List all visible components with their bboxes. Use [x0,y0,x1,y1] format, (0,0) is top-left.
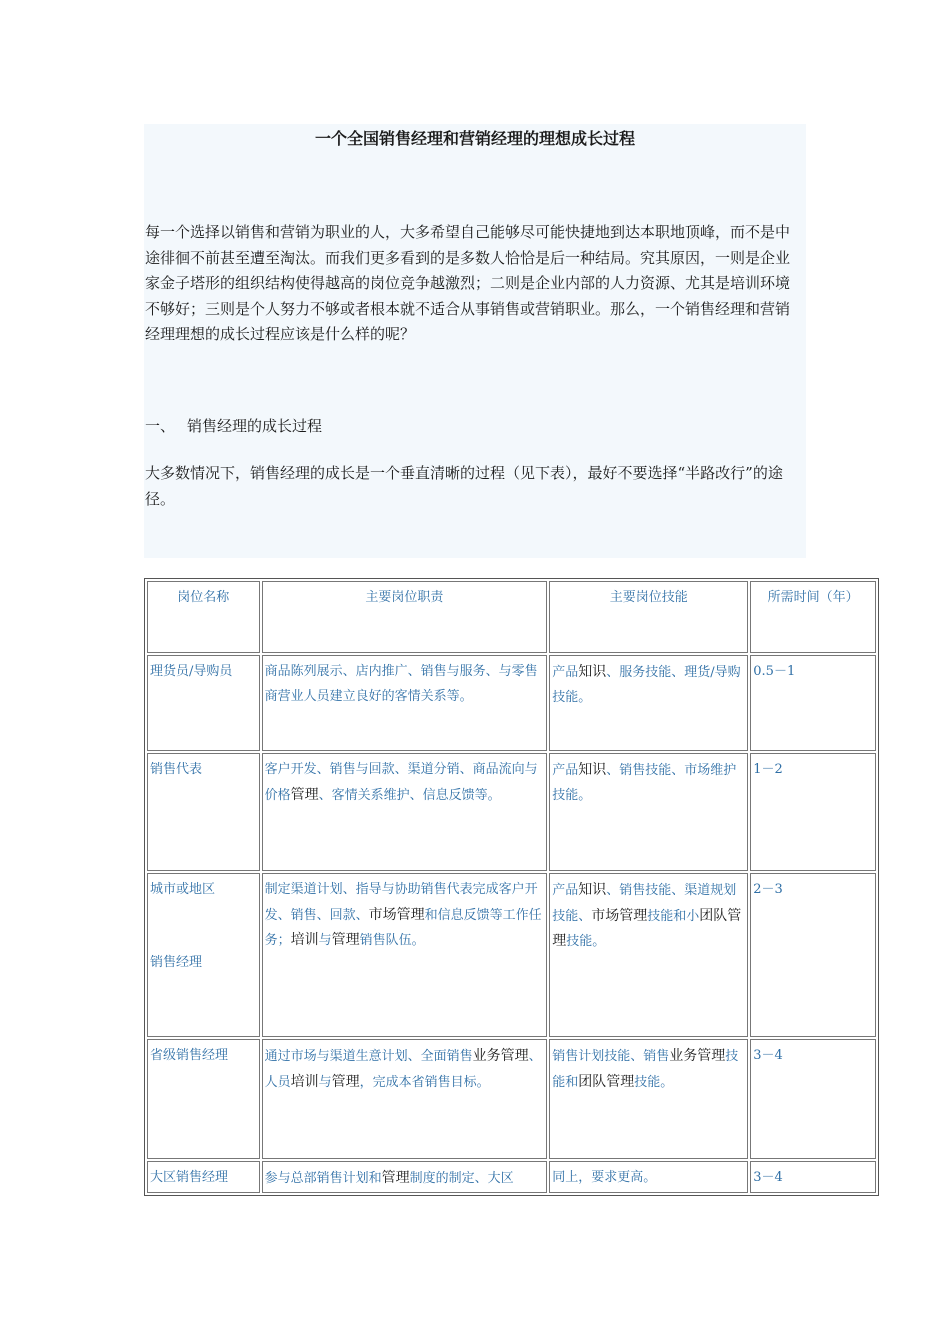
header-position: 岗位名称 [147,581,260,653]
table-header-row [147,581,876,653]
duty-text: 培训 [290,1073,319,1090]
cell-time: 3－4 [750,1161,876,1193]
position-name: 城市或地区 [150,882,216,897]
duty-text: 与 [318,1074,332,1090]
header-time: 所需时间（年） [750,581,876,653]
skill-text: 技能。 [634,1074,674,1090]
duty-text: 客户开发、销售与回款、渠道分销、商品流向与价格 [264,762,538,803]
skill-text: 技能和小 [647,908,700,924]
header-skills: 主要岗位技能 [549,581,748,653]
skill-text: 、服务技能、理货/导购技能。 [552,665,741,705]
duty-text: 通过市场与渠道生意计划、全面销售 [264,1049,473,1064]
section-title: 销售经理的成长过程 [187,417,323,435]
skill-text: 知识 [578,664,607,680]
cell-time: 2－3 [750,873,876,1037]
table-row [147,873,876,1037]
table-row [147,655,876,751]
skill-text: 、销售技能、市场维护技能。 [552,763,737,803]
position-name: 销售经理 [150,954,203,970]
cell-duties [262,873,548,1037]
skill-text: 技能和 [552,1049,739,1090]
cell-skills [549,753,748,871]
duty-text: ，完成本省销售目标。 [359,1074,490,1090]
cell-duties [262,753,548,871]
duty-text: 管理 [290,786,319,803]
cell-position: 大区销售经理 [147,1161,260,1193]
skill-text: 销售计划技能、销售 [552,1049,670,1064]
skill-text: 产品 [552,883,579,898]
skill-text: 、销售技能、渠道规划技能、 [552,883,737,924]
duty-text: 培训 [290,932,319,948]
skill-text: 产品 [552,665,579,680]
document-title: 一个全国销售经理和营销经理的理想成长过程 [314,129,635,148]
cell-position: 销售代表 [147,753,260,871]
cell-time: 0.5－1 [750,655,876,751]
position-table [144,578,879,1196]
skill-text: 团队管理 [578,1073,635,1090]
duty-text: 和信息反馈等工作任务； [264,907,542,948]
skill-text: 知识 [578,762,607,778]
duty-text: 、人员 [264,1049,542,1090]
intro-paragraph: 每一个选择以销售和营销为职业的人，大多希望自己能够尽可能快捷地到达本职地顶峰，而不是中途徘徊不前甚至遭至淘汰。而我们更多看到的是多数人恰恰是后一种结局。究其原因，一则是企业家金子塔形的组织结构使得越高的岗位竞争越激烈；二则是企业内部的人力资源、尤其是培训环境不够好；三则是个人努力不够或者根本就不适合从事销售或营销职业。那么，一个销售经理和营销经理理想的成长过程应该是什么样的呢？ [145,223,791,344]
cell-duties [262,1161,548,1193]
duty-text: 管理 [381,1170,410,1186]
duty-text: 业务管理 [472,1048,529,1064]
cell-skills [549,655,748,751]
skill-text: 技能。 [566,934,606,949]
section-paragraph: 大多数情况下，销售经理的成长是一个垂直清晰的过程（见下表），最好不要选择“半路改行”的途径。 [145,464,783,508]
duty-text: 市场管理 [368,906,425,923]
duty-text: 制定渠道计划、指导与协助销售代表完成客户开发、销售、回款、 [264,882,538,923]
skill-text: 团队管理 [552,907,742,949]
duty-text: 管理 [331,1073,360,1090]
table-row [147,753,876,871]
duty-text: 管理 [331,932,360,948]
duty-text: 制度的制定、大区 [409,1171,514,1186]
duty-text: 与 [318,933,332,948]
table-row [147,1039,876,1159]
header-duties: 主要岗位职责 [262,581,548,653]
duty-text: 参与总部销售计划和 [264,1171,382,1186]
cell-skills [549,873,748,1037]
cell-time: 1－2 [750,753,876,871]
cell-position [147,873,260,1037]
skill-text: 知识 [578,882,607,898]
section-number: 一、 [145,417,176,435]
cell-duties: 商品陈列展示、店内推广、销售与服务、与零售商营业人员建立良好的客情关系等。 [262,655,548,751]
duty-text: 销售队伍。 [359,933,425,948]
section-heading [145,414,803,440]
skill-text: 产品 [552,763,579,778]
duty-text: 、客情关系维护、信息反馈等。 [318,787,501,803]
skill-text: 业务管理 [669,1048,726,1064]
cell-skills [549,1039,748,1159]
cell-skills: 同上，要求更高。 [549,1161,748,1193]
cell-position: 省级销售经理 [147,1039,260,1159]
cell-duties [262,1039,548,1159]
skill-text: 市场管理 [591,907,648,924]
cell-time: 3－4 [750,1039,876,1159]
cell-position: 理货员/导购员 [147,655,260,751]
table-row [147,1161,876,1193]
